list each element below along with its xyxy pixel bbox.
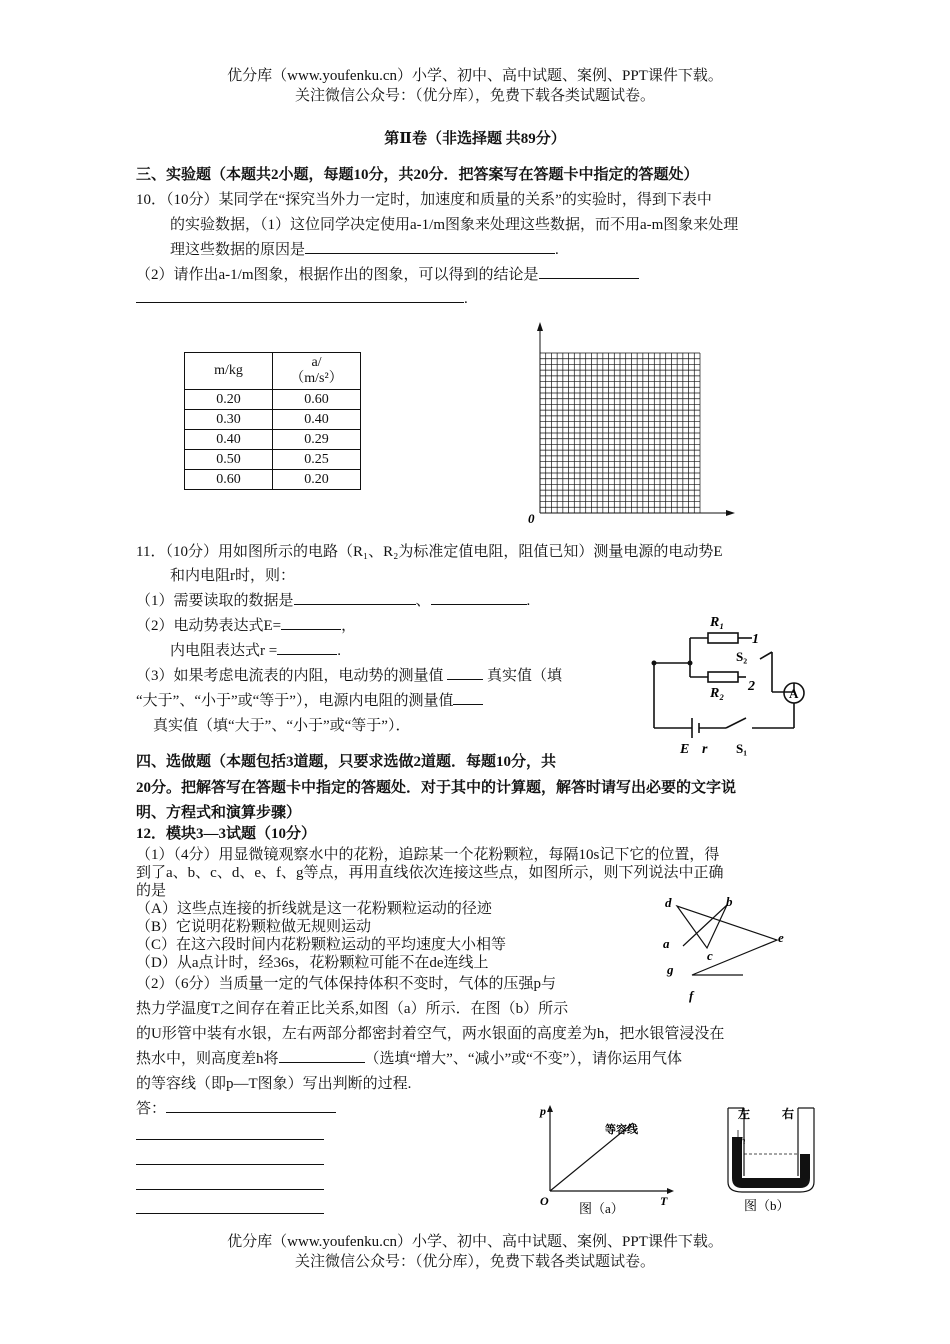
fig-a-line-label: 等容线 bbox=[605, 1124, 638, 1136]
q11-line6: （3）如果考虑电流表的内阻，电动势的测量值 真实值（填 bbox=[136, 664, 562, 685]
q10-line2: 的实验数据，（1）这位同学决定使用a-1/m图象来处理这些数据，而不用a-m图象来处理 bbox=[170, 217, 739, 233]
answer-line[interactable] bbox=[136, 1188, 324, 1190]
q10-line3 bbox=[170, 238, 559, 259]
data-table bbox=[184, 352, 361, 490]
point-a: a bbox=[663, 936, 670, 951]
q10-line4-text: （2）请作出a-1/m图象，根据作出的图象，可以得到的结论是 bbox=[136, 267, 539, 283]
fig-b-caption: 图（b） bbox=[744, 1198, 790, 1213]
section-title: 第Ⅱ卷（非选择题 共89分） bbox=[384, 131, 566, 147]
circuit-E: E bbox=[680, 742, 690, 757]
q11-blank3[interactable] bbox=[447, 665, 483, 680]
point-c: c bbox=[707, 948, 713, 963]
answer-line-first bbox=[136, 1097, 336, 1118]
table-row: 0.50 0.25 bbox=[185, 450, 361, 470]
q12-p2-line5: 的等容线（即p—T图象）写出判断的过程. bbox=[136, 1076, 412, 1092]
q12-blank[interactable] bbox=[279, 1048, 365, 1063]
answer-blank[interactable] bbox=[166, 1098, 336, 1113]
q12-option-d[interactable]: （D）从a点计时，经36s，花粉颗粒可能不在de连线上 bbox=[136, 955, 489, 971]
header-line1: 优分库（www.youfenku.cn）小学、初中、高中试题、案例、PPT课件下载。 bbox=[227, 68, 723, 84]
q12-option-b[interactable]: （B）它说明花粉颗粒做无规则运动 bbox=[136, 919, 372, 935]
graph-grid[interactable] bbox=[525, 320, 740, 530]
point-d: d bbox=[665, 895, 672, 910]
part4-heading2: 20分。把解答写在答题卡中指定的答题处．对于其中的计算题，解答时请写出必要的文字说 bbox=[136, 780, 737, 796]
q11-blank-r[interactable] bbox=[277, 640, 337, 655]
table-row: 0.60 0.20 bbox=[185, 470, 361, 490]
figure-b-u-tube bbox=[720, 1100, 820, 1220]
circuit-R2: R₂ bbox=[710, 686, 725, 701]
q10-line1: 10．（10分）某同学在“探究当外力一定时，加速度和质量的关系”的实验时，得到下表中 bbox=[136, 192, 712, 208]
point-f: f bbox=[689, 988, 694, 1003]
answer-line[interactable] bbox=[136, 1163, 324, 1165]
point-g: g bbox=[667, 962, 674, 977]
q11-blank4[interactable] bbox=[453, 690, 483, 705]
q12-p2-line4: 热水中，则高度差h将 （选填“增大”、“减小”或“不变”），请你运用气体 bbox=[136, 1047, 682, 1068]
answer-label: 答： bbox=[136, 1101, 167, 1117]
part4-heading3: 明、方程式和演算步骤） bbox=[136, 805, 302, 821]
q12-p1-line2: 到了a、b、c、d、e、f、g等点，再用直线依次连接这些点，如图所示，则下列说法中正确 bbox=[136, 865, 724, 881]
q11-line2: 和内电阻r时，则： bbox=[170, 568, 295, 584]
circuit-diagram bbox=[648, 612, 818, 760]
table-row: 0.40 0.29 bbox=[185, 430, 361, 450]
q10-blank2b[interactable] bbox=[136, 288, 464, 303]
q11-blank1[interactable] bbox=[294, 590, 416, 605]
q12-p1-line1: （1）（4分）用显微镜观察水中的花粉，追踪某一个花粉颗粒，每隔10s记下它的位置，得 bbox=[136, 847, 720, 863]
circuit-n2: 2 bbox=[748, 679, 755, 694]
fig-a-O: O bbox=[540, 1194, 549, 1208]
q10-line5-end: . bbox=[464, 291, 468, 307]
graph-origin: 0 bbox=[528, 511, 535, 526]
q10-blank1[interactable] bbox=[305, 239, 555, 254]
q10-line5 bbox=[136, 288, 468, 308]
figure-a-pt-graph bbox=[535, 1103, 685, 1218]
circuit-S1: S₁ bbox=[736, 741, 748, 756]
q11-line7: “大于”、“小于”或“等于”），电源内电阻的测量值 bbox=[136, 689, 483, 710]
q10-line4 bbox=[136, 263, 639, 284]
fig-a-p: p bbox=[540, 1104, 546, 1118]
circuit-r: r bbox=[702, 742, 708, 757]
q10-blank2a[interactable] bbox=[539, 264, 639, 279]
q11-line4: （2）电动势表达式E= ， bbox=[136, 614, 356, 635]
q11-blank2[interactable] bbox=[431, 590, 527, 605]
footer-line1: 优分库（www.youfenku.cn）小学、初中、高中试题、案例、PPT课件下载。 bbox=[227, 1234, 723, 1250]
q11-line3: （1）需要读取的数据是 、 . bbox=[136, 589, 530, 610]
answer-line[interactable] bbox=[136, 1212, 324, 1214]
fig-b-right: 右 bbox=[782, 1107, 795, 1121]
q11-line8: 真实值（填“大于”、“小于”或“等于”）． bbox=[153, 718, 411, 734]
circuit-R1: R₁ bbox=[710, 615, 725, 630]
fig-b-h: h bbox=[740, 1135, 746, 1147]
circuit-ammeter: A bbox=[789, 686, 799, 701]
fig-a-caption: 图（a） bbox=[579, 1201, 624, 1216]
table-row: 0.30 0.40 bbox=[185, 410, 361, 430]
header-line2: 关注微信公众号：（优分库），免费下载各类试题试卷。 bbox=[294, 88, 655, 104]
q10-line3-end: . bbox=[555, 242, 559, 258]
fig-b-left: 左 bbox=[738, 1107, 751, 1121]
table-row: 0.20 0.60 bbox=[185, 390, 361, 410]
q12-p1-line3: 的是 bbox=[136, 883, 167, 899]
table-header-a: a/ （m/s²） bbox=[273, 353, 361, 390]
part3-heading: 三、实验题（本题共2小题，每题10分，共20分．把答案写在答题卡中指定的答题处） bbox=[136, 167, 699, 183]
q12-title: 12．模块3—3试题（10分） bbox=[136, 826, 317, 842]
fig-a-T: T bbox=[660, 1194, 668, 1208]
table-header-m: m/kg bbox=[185, 353, 273, 390]
q12-p2-line3: 的U形管中装有水银，左右两部分都密封着空气，两水银面的高度差为h，把水银管浸没在 bbox=[136, 1026, 725, 1042]
part4-heading1: 四、选做题（本题包括3道题，只要求选做2道题．每题10分，共 bbox=[136, 754, 557, 770]
q12-option-a[interactable]: （A）这些点连接的折线就是这一花粉颗粒运动的径迹 bbox=[136, 901, 492, 917]
q11-line1: 11．（10分）用如图所示的电路（R₁、R₂为标准定值电阻，阻值已知）测量电源的电动势E bbox=[136, 544, 723, 560]
circuit-n1: 1 bbox=[752, 632, 759, 647]
point-b: b bbox=[726, 894, 733, 909]
q12-option-c[interactable]: （C）在这六段时间内花粉颗粒运动的平均速度大小相等 bbox=[136, 937, 507, 953]
pollen-path-figure bbox=[655, 890, 795, 1020]
q12-p2-line1: （2）（6分）当质量一定的气体保持体积不变时，气体的压强p与 bbox=[136, 976, 557, 992]
q11-blank-E[interactable] bbox=[281, 615, 341, 630]
q11-line5: 内电阻表达式r = . bbox=[170, 639, 341, 660]
point-e: e bbox=[778, 930, 784, 945]
circuit-S2: S₂ bbox=[736, 649, 748, 664]
q10-line3-text: 理这些数据的原因是 bbox=[170, 242, 306, 258]
footer-line2: 关注微信公众号：（优分库），免费下载各类试题试卷。 bbox=[294, 1254, 655, 1270]
q12-p2-line2: 热力学温度T之间存在着正比关系,如图（a）所示．在图（b）所示 bbox=[136, 1001, 569, 1017]
answer-line[interactable] bbox=[136, 1138, 324, 1140]
